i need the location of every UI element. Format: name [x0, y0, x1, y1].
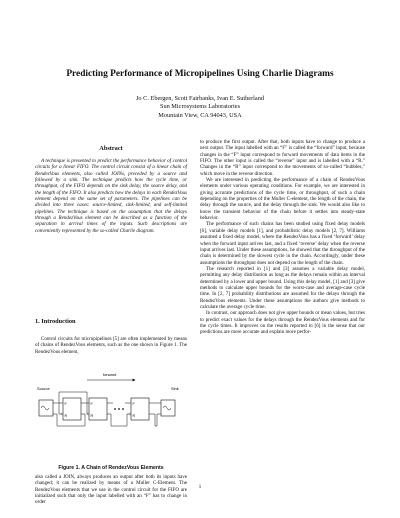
- inverter-bubble: [87, 413, 89, 415]
- left-column: [35, 145, 187, 234]
- right-paragraph-3: The performance of such chains has been studied using fixed delay models [6], variable delay models [1], and probabilistic delay models [2, 7]. Williams assumed a fixed delay model, where the RendezVous has a fixed ‘forward’ delay when the forward input arrives last, and a fixed ‘reverse’ delay when the reverse input arrives last. Under these assumptions, he showed that the throughput of the chain is determined by the slowest cycle in the chain. Accordingly, under these assumptions the throughput does not depend on the length of the chain.: [200, 221, 365, 266]
- figure-1: [35, 370, 187, 452]
- reverse-wire: [149, 414, 161, 426]
- intro-heading: 1. Introduction: [35, 318, 76, 325]
- rendezvous-chain-diagram: [35, 370, 187, 452]
- element-1-r-label: R: [64, 414, 68, 418]
- right-paragraph-4: The research reported in [1] and [3] assumes a variable delay model, permitting any delay distribution as long as the delays remain within an interval determined by a lower and upper bound. Using this delay model, [1] and [3] give methods to calculate upper bounds for the worst-case and average-case cycle time. In [2, 7] probability distributions are assumed for the delays through the RendezVous elements. Under these assumptions the authors give methods to calculate the average cycle time.: [200, 265, 365, 310]
- right-paragraph-5: In contrast, our approach does not give upper bounds or mean values, but tries to predict exact values for the delays through the RendezVous elements and for the cycle times. It improves on the results reported in [6] in the sense that our predictions are more accurate and explain more perfor-: [200, 310, 365, 336]
- right-paragraph-1: to produce the first output. After that, both inputs have to change to produce a next output. The input labelled with an “F” is called the “forward” input, because changes in the “F” input correspond to forward movements of data items in the FIFO. The other input is called the “reverse” input and is labelled with a “R.” Changes in the “R” input correspond to the movements of so-called “bubbles,” which move in the reverse direction.: [200, 139, 365, 177]
- source-label: Source: [37, 386, 50, 391]
- inverter-bubble: [61, 413, 63, 415]
- forward-label: forward: [103, 372, 117, 377]
- author-address: Mountain View, CA 94043, USA: [158, 111, 242, 119]
- sink-label: Sink: [171, 386, 179, 391]
- author-block: [0, 95, 400, 120]
- right-column: [200, 139, 365, 336]
- intro-paragraph-2: also called a JOIN, always produces an output after both its inputs have changed; it can be realized by means of a Muller C-Element. The RendezVous elements that we use in the control circuit for the FIFO are initialized such that only the input labelled with an “F” has to change in order: [35, 474, 187, 506]
- intro-paragraph-1: Control circuits for micropipelines [5] are often implemented by means of chains of RendezVous elements, such as the one shown in Figure 1. The RendezVous element,: [35, 336, 187, 355]
- element-3-r-label: R: [132, 414, 136, 418]
- author-affiliation: Sun Microsystems Laboratories: [159, 103, 241, 111]
- sink-delay-icon: [163, 406, 171, 410]
- reverse-wire: [107, 414, 131, 426]
- element-1-f-label: F: [64, 402, 67, 406]
- figure-1-caption: Figure 1. A Chain of RendezVous Elements: [58, 465, 164, 471]
- paper-title: Predicting Performance of Micropipelines Using Charlie Diagrams: [66, 69, 334, 79]
- abstract-heading: Abstract: [99, 145, 123, 152]
- ellipsis-dot: [122, 408, 124, 410]
- right-paragraph-2: We are interested in predicting the performance of a chain of RendezVous elements under various operating conditions. For example, we are interested in giving accurate predictions of the cycle time, or throughput, of such a chain depending on the properties of the Muller C-element, the length of the chain, the delay through the source, and the delay through the sink. We would also like to know the transient behavior of the chain before it settles into steady-state behavior.: [200, 177, 365, 222]
- ellipsis-dot: [114, 408, 116, 410]
- element-3-f-label: F: [132, 402, 135, 406]
- page-number: 1: [198, 484, 202, 490]
- element-2-f-label: F: [90, 402, 93, 406]
- author-names: Jo C. Ebergen, Scott Fairbanks, Ivan E. Sutherland: [135, 95, 265, 102]
- ellipsis-dot: [118, 408, 120, 410]
- element-2-r-label: R: [90, 414, 94, 418]
- abstract-body: A technique is presented to predict the performance behavior of control circuits for a linear FIFO. The control circuit consist of a linear chain of RendezVous elements, also called JOINs, preceded by a source and followed by a sink. The technique predicts how the cycle time, or throughput, of the FIFO depends on the sink delay, the source delay, and the length of the FIFO. It also predicts how the delays in each RendezVous element depend on the same set of parameters. The pipelines can be divided into three cases: source-limited, sink-limited, and self-limited pipelines. The technique is based on the assumption that the delays through a RendezVous element can be described as a function of the separation in arrival times of the inputs. Such descriptions are conveniently represented by the so-called Charlie diagram.: [35, 158, 187, 234]
- inverter-bubble: [129, 413, 131, 415]
- source-delay-icon: [41, 406, 49, 410]
